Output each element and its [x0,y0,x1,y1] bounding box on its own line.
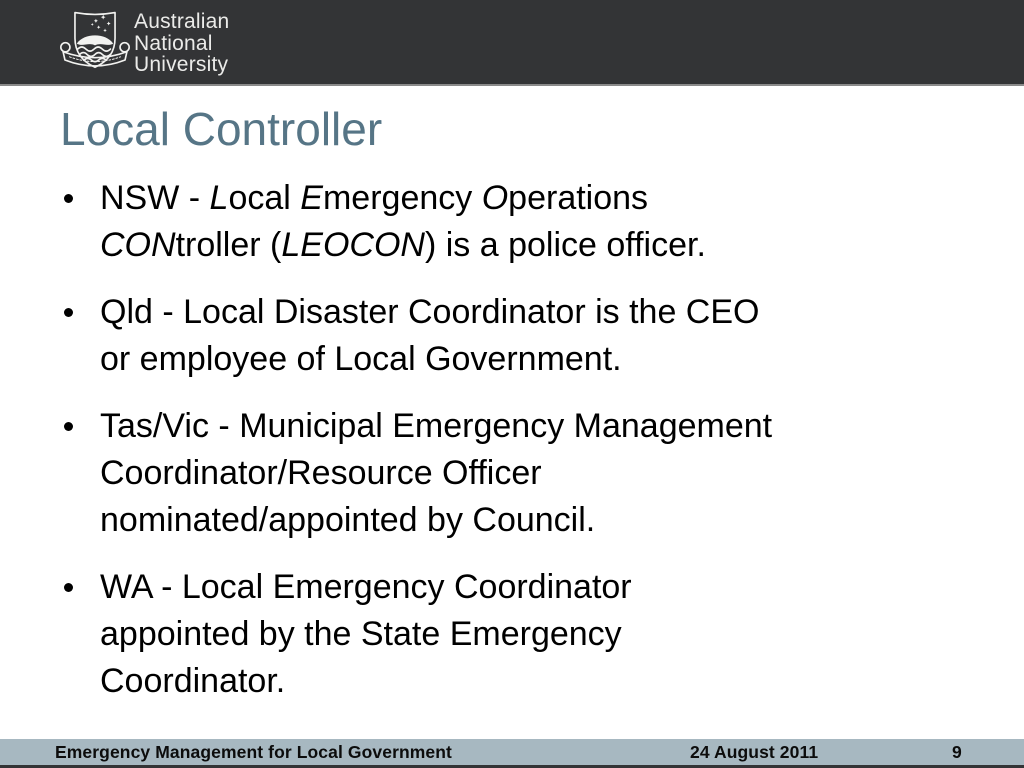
anu-crest-logo [54,5,136,84]
list-item [62,289,972,383]
bullet-text: WA - Local Emergency Coordinator appointed by the State Emergency Coordinator. [100,568,632,700]
list-item [62,175,972,269]
list-item [62,403,972,544]
footer-date: 24 August 2011 [690,742,819,762]
list-item [62,564,972,705]
bullet-marker [62,289,100,383]
logo-line-1: Australian [134,10,230,33]
logo-wordmark [134,11,229,76]
bullet-text: NSW - Local Emergency Operations CONtroller (LEOCON) is a police officer. [100,179,706,264]
header-bar [0,0,1024,86]
bullet-marker [62,403,100,544]
logo-line-3: University [134,53,229,76]
bullet-text: Qld - Local Disaster Coordinator is the CEO or employee of Local Government. [100,293,760,378]
stars-icon [91,15,111,32]
logo-line-2: National [134,31,213,55]
footer-page-number: 9 [952,742,962,762]
bullet-text: Tas/Vic - Municipal Emergency Management Coordinator/Resource Officer nominated/appointed by Council. [100,407,773,539]
bullet-marker [62,564,100,705]
footer-bar [0,739,1024,765]
bullet-marker [62,175,100,269]
bullet-list [62,175,972,725]
slide-title: Local Controller [60,103,383,155]
footer-title: Emergency Management for Local Government [55,742,452,762]
